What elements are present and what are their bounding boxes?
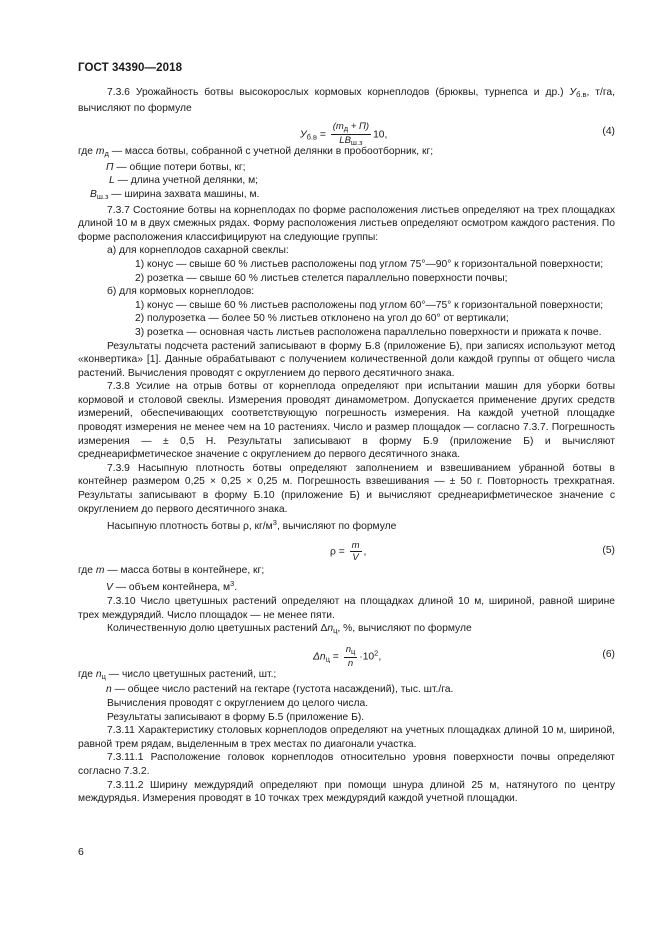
equals-sign: = [335, 546, 348, 558]
page-number: 6 [78, 846, 84, 858]
list-item-b1: 1) конус — свыше 60 % листьев расположены под углом 60°—75° к горизонтальной поверхности; [135, 299, 604, 311]
paragraph-7-3-11-2: 7.3.11.2 Ширину междурядий определяют при помощи шнура длиной 25 м, натянутого по центру междурядья. Измерения проводят в 10 точках трех междурядий каждой учетной площадки. [78, 779, 615, 805]
def-symbol: L [109, 175, 115, 187]
def-symbol: n [95, 668, 102, 680]
text: , вычисляют по формуле [276, 521, 397, 533]
definition-v: V — объем контейнера, $м^3$. [106, 579, 238, 594]
def-text: — общие потери ботвы, кг; [113, 161, 246, 173]
text: 7.3.6 Урожайность ботвы высокорослых кормовых корнеплодов (брюквы, турнепса и др.) [107, 87, 570, 98]
paragraph-7-3-9-intro [78, 516, 615, 534]
def-text: — масса ботвы, собранной с учетной делянки в пробоотборник, кг; [108, 146, 434, 158]
denominator [344, 658, 358, 670]
superscript: 3 [272, 518, 277, 528]
definition-n [78, 683, 615, 697]
formula-end: , [378, 651, 382, 663]
fraction [350, 540, 362, 564]
def-text: — число цветушных растений, шт.; [105, 668, 277, 680]
symbol: n [327, 623, 334, 635]
numerator [344, 644, 358, 658]
fraction [331, 121, 371, 149]
text: Насыпную плотность ботвы ρ, кг/м [107, 521, 273, 533]
def-sup: 3 [230, 579, 235, 589]
num-part: (m [332, 121, 344, 133]
def-text: — масса ботвы в контейнере, кг; [104, 564, 265, 576]
formula-tail: , [363, 546, 367, 558]
formula-lhs: У [300, 129, 307, 141]
definition-m [78, 564, 615, 578]
paragraph-calc-note: Вычисления проводят с округлением до целого числа. [107, 697, 369, 709]
definition-l [78, 174, 615, 188]
def-text: — объем контейнера, м [112, 582, 231, 594]
def-prefix: где [78, 668, 96, 680]
equation-6 [78, 638, 615, 668]
def-prefix: где [78, 564, 96, 576]
def-symbol: B [90, 188, 97, 200]
formula-lhs-sub: ц [325, 654, 330, 664]
numerator [350, 540, 362, 552]
formula [313, 644, 381, 670]
def-sub: д [104, 149, 109, 159]
list-item-b: б) для кормовых корнеплодов: [107, 286, 255, 298]
den-sub: ш.з [350, 138, 363, 148]
equals-sign: = [316, 129, 329, 141]
paragraph-7-3-11-1: 7.3.11.1 Расположение головок корнеплодов относительно уровня поверхности почвы определяют согласно 7.3.2. [78, 752, 615, 777]
def-symbol: m [95, 564, 105, 576]
num-sub: ц [350, 646, 356, 656]
text: , %, вычисляют по формуле [337, 623, 472, 635]
paragraph-7-3-10-intro [78, 622, 615, 638]
den-part: V [352, 551, 359, 563]
formula [300, 121, 387, 149]
equation-5 [78, 534, 615, 564]
formula [330, 540, 366, 564]
numerator [331, 121, 371, 135]
paragraph-results-note: Результаты записывают в форму Б.5 (приложение Б). [107, 711, 365, 723]
page-body [78, 86, 615, 806]
def-symbol: m [95, 146, 105, 158]
def-text: — общее число растений на гектаре (густота насаждений), тыс. шт./га. [111, 684, 454, 696]
num-part-b: + П) [348, 121, 370, 133]
def-prefix: где [78, 146, 96, 158]
paragraph-7-3-7: 7.3.7 Состояние ботвы на корнеплодах по форме расположения листьев определяют на трех площадках длиной 10 м в двух смежных рядах. Форму расположения листьев определяют осмотром каждого растения. По форме расположения классифицируют на следующие группы: [78, 204, 615, 243]
list-item-b2: 2) полурозетка — более 50 % листьев отклонено на угол до 60° от вертикали; [135, 313, 509, 325]
num-part: m [351, 539, 360, 551]
equation-number: (6) [602, 648, 615, 660]
formula-lhs: ρ [330, 546, 336, 558]
denominator [350, 552, 362, 564]
paragraph-7-3-9: 7.3.9 Насыпную плотность ботвы определяют заполнением и взвешиванием убранной ботвы в контейнер размером 0,25 × 0,25 × 0,25 м. Погрешность взвешивания — ± 50 г. Повторность трехкратная. Результаты записывают в форму Б.10 (приложение Б) и вычисляют среднеарифметическое значение с округлением до первого десятичного знака. [78, 462, 615, 515]
list-item-b3: 3) розетка — основная часть листьев расположена параллельно поверхности и прижата к почве. [135, 326, 602, 338]
def-sub: ш.з [96, 191, 109, 201]
symbol: У [569, 87, 577, 98]
equation-number: (4) [602, 126, 615, 138]
definition-b [78, 188, 615, 204]
denominator [331, 135, 371, 149]
fraction [344, 644, 358, 670]
paragraph-7-3-10: 7.3.10 Число цветушных растений определяют на площадках длиной 10 м, шириной, равной ширине трех междурядий. Число площадок — не менее пяти. [78, 596, 615, 621]
definition-n-c [78, 668, 615, 684]
def-symbol: П [106, 161, 114, 173]
def-sub: ц [101, 671, 106, 681]
equation-4 [78, 115, 615, 148]
formula-lhs-sub: б.в [306, 132, 317, 142]
formula-tail: 10, [373, 129, 388, 141]
def-symbol: V [106, 582, 113, 594]
definition-p [78, 161, 615, 175]
text: , т/га, вычисляют по формуле [78, 87, 616, 114]
equation-number: (5) [602, 544, 615, 556]
paragraph-7-3-8: 7.3.8 Усилие на отрыв ботвы от корнеплода определяют при испытании машин для уборки ботвы кормовой и столовой свеклы. Измерения проводят динамометром. Допускается применение других средств измерений, обеспечивающих соответствующую погрешность измерения. На каждой учетной площадке проводят измерения не менее чем на 10 растениях. Число и размер площадок — согласно 7.3.7. Погрешность измерения — ± 0,5 Н. Результаты записывают в форму Б.9 (приложение Б) и вычисляют среднеарифметическое значение с округлением до первого десятичного знака. [78, 381, 615, 461]
text: Количественную долю цветушных растений Δ [107, 623, 328, 635]
def-symbol: n [106, 684, 112, 696]
document-header: ГОСТ 34390—2018 [78, 62, 183, 74]
def-text: — длина учетной делянки, м; [114, 175, 259, 187]
paragraph-7-3-11: 7.3.11 Характеристику столовых корнеплодов определяют на учетных площадках длиной 10 м, шириной, равной трем рядам, выделенным в трех местах по диагонали участка. [78, 725, 615, 750]
subscript: б.в [576, 90, 587, 99]
subscript: ц [333, 626, 338, 636]
paragraph-7-3-7-results: Результаты подсчета растений записывают в форму Б.8 (приложение Б), при записях используют метод «конвертика» [1]. Данные обрабатывают с получением количественной доли каждой группы от общего числа растений. Вычисления проводят с округлением до первого десятичного знака. [78, 340, 615, 379]
equals-sign: = [329, 651, 342, 663]
formula-tail: ·10 [359, 651, 375, 663]
den-part: LB [339, 135, 351, 147]
list-item-a1: 1) конус — свыше 60 % листьев расположены под углом 75°—90° к горизонтальной поверхности; [135, 258, 604, 270]
num-sub: д [343, 124, 349, 134]
formula-sup: 2 [374, 648, 379, 658]
def-text: — ширина захвата машины, м. [108, 188, 260, 200]
paragraph-7-3-6 [78, 86, 615, 115]
num-part: n [345, 643, 351, 655]
list-item-a2: 2) розетка — свыше 60 % листьев стелется параллельно поверхности почвы; [135, 272, 508, 284]
list-item-a: а) для корнеплодов сахарной свеклы: [107, 245, 289, 257]
formula-lhs: Δn [313, 651, 326, 663]
den-part: n [347, 657, 354, 669]
